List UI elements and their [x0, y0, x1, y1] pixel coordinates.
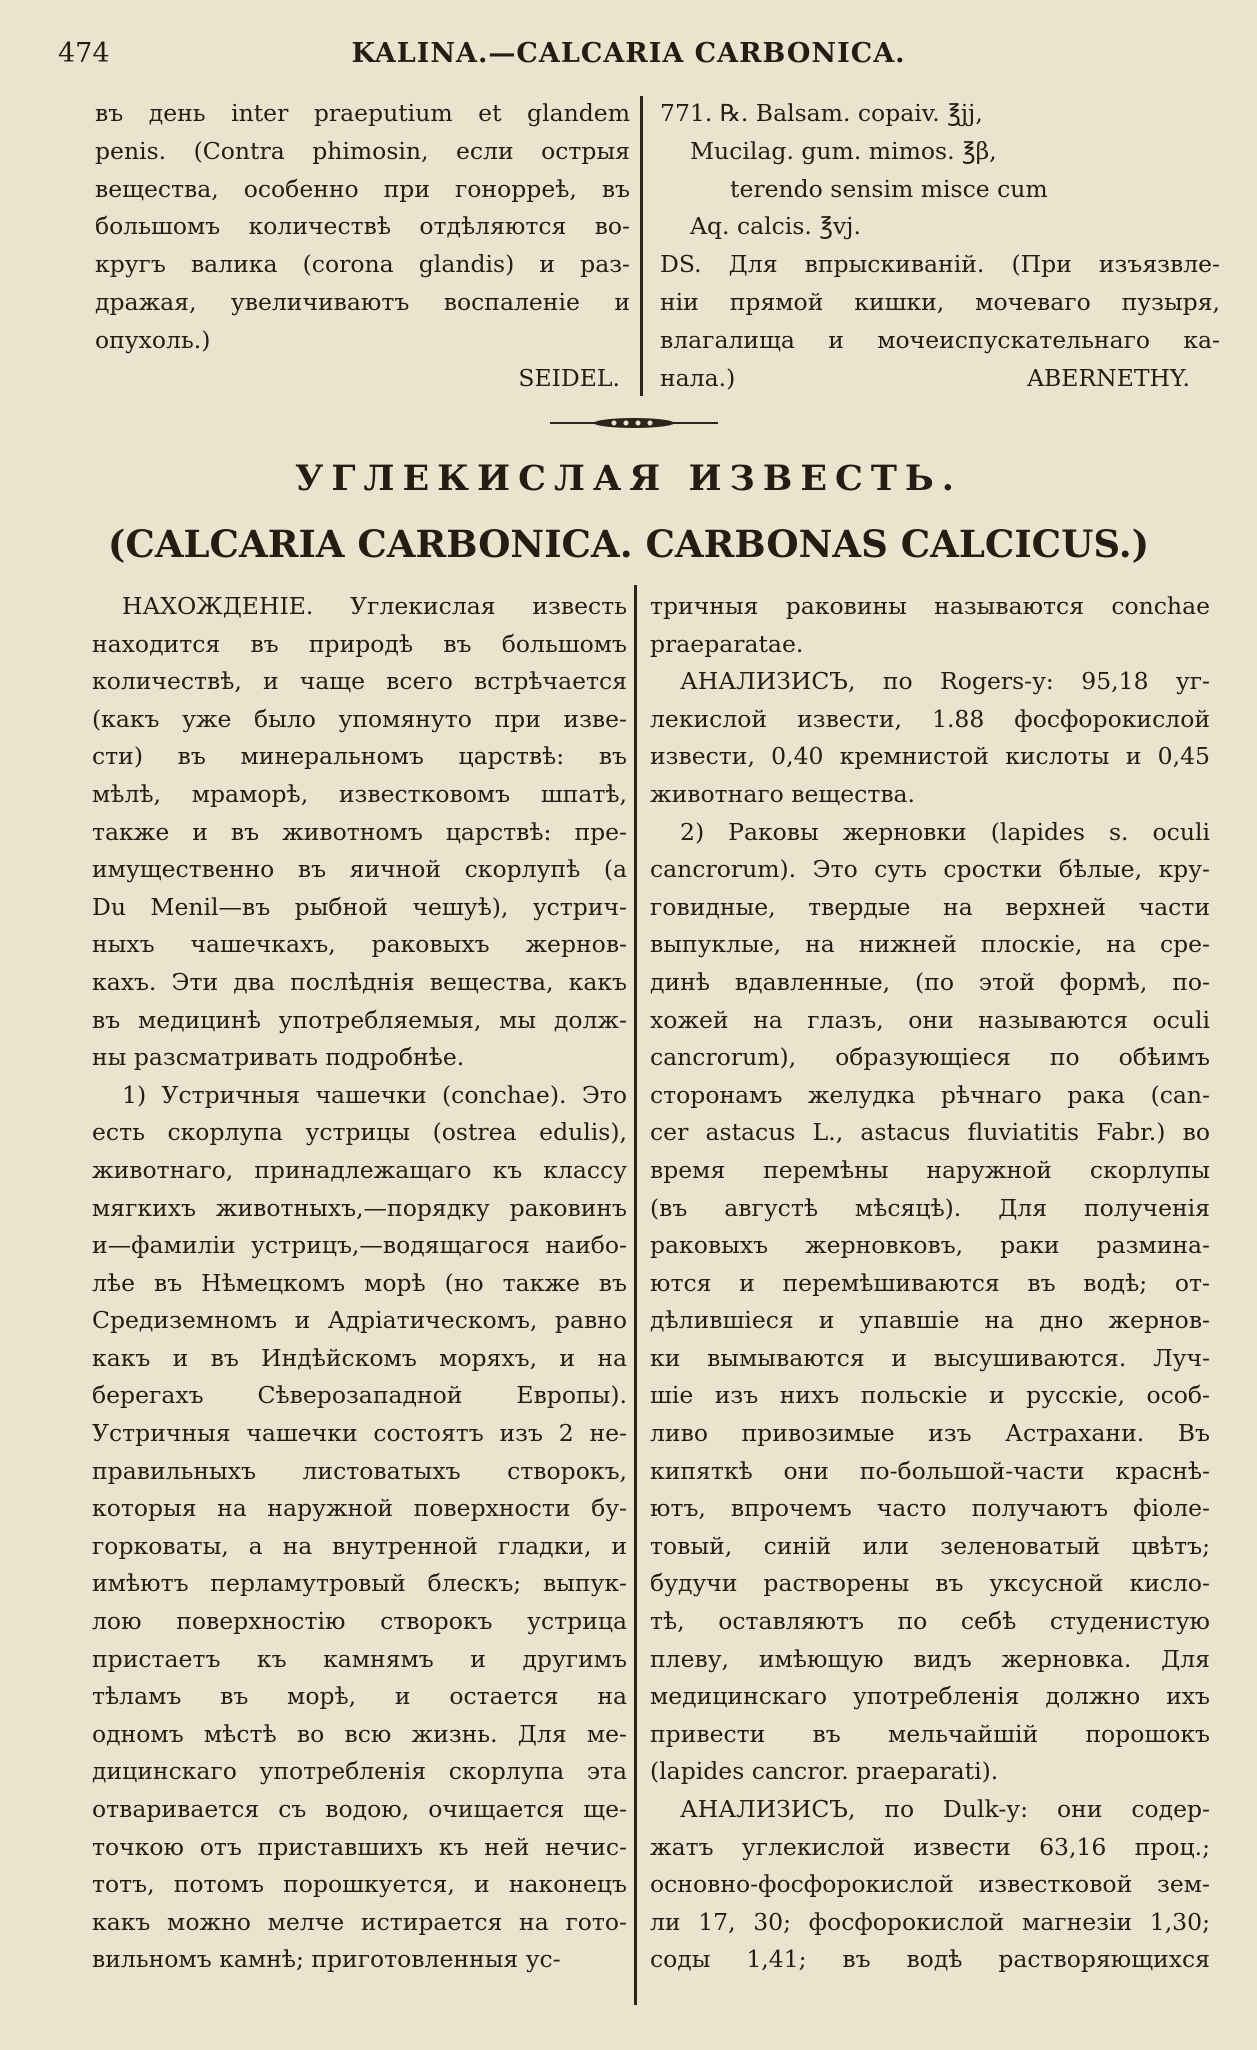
text-line: будучи растворены въ уксусной кисло-	[650, 1569, 1210, 1598]
text-line: cancrorum). Это суть сростки бѣлые, кру-	[650, 855, 1210, 884]
text-line: мѣлѣ, мраморѣ, известковомъ шпатѣ,	[92, 779, 627, 808]
text-line: cancrorum), образующіеся по обѣимъ	[650, 1043, 1210, 1072]
top-right-block	[660, 95, 1220, 397]
text-line: (въ августѣ мѣсяцѣ). Для полученія	[650, 1193, 1210, 1222]
text-line: penis. (Contra phimosin, если острыя	[95, 136, 630, 165]
text-line: тотъ, потомъ порошкуется, и наконецъ	[92, 1870, 627, 1899]
right-column	[650, 588, 1210, 1979]
text-line: АНАЛИЗИСЪ, по Rogers-у: 95,18 уг-	[680, 667, 1210, 696]
text-line: точкою отъ приставшихъ къ ней нечис-	[92, 1832, 627, 1861]
text-line: terendo sensim misce cum	[730, 174, 1048, 203]
text-line: ются и перемѣшиваются въ водѣ; от-	[650, 1268, 1210, 1297]
text-line: DS. Для впрыскиваній. (При изъязвле-	[660, 250, 1220, 279]
signature: SEIDEL.	[518, 363, 620, 392]
text-line: Устричныя чашечки состоятъ изъ 2 не-	[92, 1419, 627, 1448]
text-line: жатъ углекислой извести 63,16 проц.;	[650, 1832, 1210, 1861]
top-left-block	[95, 95, 630, 397]
text-line: говидные, твердые на верхней части	[650, 892, 1210, 921]
text-line: мягкихъ животныхъ,—порядку раковинъ	[92, 1193, 627, 1222]
text-line: НАХОЖДЕНІЕ. Углекислая известь	[122, 592, 627, 620]
running-title: KALINA.—CALCARIA CARBONICA.	[351, 38, 906, 69]
text-line: одномъ мѣстѣ во всю жизнь. Для ме-	[92, 1719, 627, 1748]
text-line: основно-фосфорокислой известковой зем-	[650, 1870, 1210, 1899]
text-line: Mucilag. gum. mimos. ℥β,	[690, 136, 997, 165]
text-line: отваривается съ водою, очищается ще-	[92, 1795, 627, 1823]
text-line: ютъ, впрочемъ часто получаютъ фіоле-	[650, 1494, 1210, 1523]
text-line: какъ можно мелче истирается на гото-	[92, 1907, 627, 1936]
text-line: вещества, особенно при гонорреѣ, въ	[95, 174, 630, 203]
text-line: имѣютъ перламутровый блескъ; выпук-	[92, 1569, 627, 1598]
text-line: дражая, увеличиваютъ воспаленіе и	[95, 287, 630, 316]
text-line: извести, 0,40 кремнистой кислоты и 0,45	[650, 742, 1210, 771]
text-line: количествѣ, и чаще всего встрѣчается	[92, 667, 627, 696]
text-line: есть скорлупа устрицы (ostrea edulis),	[92, 1118, 627, 1147]
text-line: ныхъ чашечкахъ, раковыхъ жернов-	[92, 930, 627, 959]
page-number: 474	[58, 38, 110, 69]
ornament-divider	[550, 415, 718, 431]
text-line: товый, синій или зеленоватый цвѣтъ;	[650, 1531, 1210, 1560]
text-line: praeparatae.	[650, 629, 804, 658]
text-line: сти) въ минеральномъ царствѣ: въ	[92, 742, 627, 771]
text-line: лою поверхностію створокъ устрица	[92, 1607, 627, 1636]
text-line: тричныя раковины называются conchae	[650, 592, 1210, 620]
top-column-divider	[640, 96, 643, 396]
text-line: тѣламъ въ морѣ, и остается на	[92, 1682, 627, 1711]
text-line: какъ и въ Индѣйскомъ моряхъ, и на	[92, 1343, 627, 1372]
signature: ABERNETHY.	[1027, 363, 1190, 392]
text-line: cer astacus L., astacus fluviatitis Fabr.) во	[650, 1118, 1210, 1147]
text-line: ки вымываются и высушиваются. Луч-	[650, 1343, 1210, 1372]
text-line: и—фамиліи устрицъ,—водящагося наибо-	[92, 1231, 627, 1260]
text-line: ли 17, 30; фосфорокислой магнезіи 1,30;	[650, 1907, 1210, 1936]
text-line: кругъ валика (corona glandis) и раз-	[95, 250, 630, 279]
text-line: кахъ. Эти два послѣднія вещества, какъ	[92, 967, 627, 996]
main-column-divider	[634, 585, 637, 2005]
text-line: которыя на наружной поверхности бу-	[92, 1494, 627, 1523]
text-line: дицинскаго употребленія скорлупа эта	[92, 1757, 627, 1786]
recipe-number-line: 771. ℞. Balsam. copaiv. ℥jj,	[660, 99, 983, 127]
text-line: хожей на глазъ, они называются oculi	[650, 1005, 1210, 1034]
text-line: животнаго, принадлежащаго къ классу	[92, 1155, 627, 1184]
text-line: лѣе въ Нѣмецкомъ морѣ (но также въ	[92, 1268, 627, 1297]
text-line: ны разсматривать подробнѣе.	[92, 1043, 465, 1072]
text-line: Aq. calcis. ℥vj.	[690, 212, 861, 241]
text-line: ніи прямой кишки, мочеваго пузыря,	[660, 287, 1220, 316]
text-line: въ день inter praeputium et glandem	[95, 99, 630, 127]
text-line: плеву, имѣющую видъ жерновка. Для	[650, 1644, 1210, 1673]
text-line: нала.)	[660, 363, 736, 392]
text-line: животнаго вещества.	[650, 779, 916, 808]
text-line: (какъ уже было упомянуто при изве-	[92, 704, 627, 733]
text-line: время перемѣны наружной скорлупы	[650, 1155, 1210, 1184]
text-line: медицинскаго употребленія должно ихъ	[650, 1682, 1210, 1711]
text-line: правильныхъ листоватыхъ створокъ,	[92, 1456, 627, 1485]
text-line: сторонамъ желудка рѣчнаго рака (can-	[650, 1080, 1210, 1109]
article-subtitle: (CALCARIA CARBONICA. CARBONAS CALCICUS.)	[107, 522, 1150, 566]
text-line: также и въ животномъ царствѣ: пре-	[92, 817, 627, 846]
text-line: тѣ, оставляютъ по себѣ студенистую	[650, 1607, 1210, 1636]
text-line: ливо привозимые изъ Астрахани. Въ	[650, 1419, 1210, 1448]
text-line: лекислой извести, 1.88 фосфорокислой	[650, 704, 1210, 733]
text-line: кипяткѣ они по-большой-части краснѣ-	[650, 1456, 1210, 1485]
text-line: вильномъ камнѣ; приготовленныя ус-	[92, 1945, 561, 1974]
text-line: Du Menil—въ рыбной чешуѣ), устрич-	[92, 892, 627, 921]
text-line: Средиземномъ и Адріатическомъ, равно	[92, 1306, 627, 1335]
signature-line	[660, 360, 1220, 398]
text-line: динѣ вдавленные, (по этой формѣ, по-	[650, 967, 1210, 996]
text-line: шіе изъ нихъ польскіе и русскіе, особ-	[650, 1381, 1210, 1410]
text-line: берегахъ Сѣверозападной Европы).	[92, 1381, 627, 1410]
text-line: привести въ мельчайшій порошокъ	[650, 1719, 1210, 1748]
text-line: находится въ природѣ въ большомъ	[92, 629, 627, 658]
text-line: (lapides cancror. praeparati).	[650, 1757, 999, 1786]
text-line: дѣлившіеся и упавшіе на дно жернов-	[650, 1306, 1210, 1335]
text-line: горковаты, а на внутренной гладки, и	[92, 1531, 627, 1560]
text-line: большомъ количествѣ отдѣляются во-	[95, 212, 630, 241]
left-column	[92, 588, 627, 1979]
text-line: имущественно въ яичной скорлупѣ (а	[92, 855, 627, 884]
text-line: АНАЛИЗИСЪ, по Dulk-у: они содер-	[680, 1795, 1210, 1823]
text-line: опухоль.)	[95, 325, 211, 354]
text-line: соды 1,41; въ водѣ растворяющихся	[650, 1945, 1210, 1974]
text-line: влагалища и мочеиспускательнаго ка-	[660, 325, 1220, 354]
text-line: 2) Раковы жерновки (lapides s. oculi	[680, 817, 1210, 846]
text-line: выпуклые, на нижней плоскіе, на сре-	[650, 930, 1210, 959]
text-line: въ медицинѣ употребляемыя, мы долж-	[92, 1005, 627, 1034]
text-line: раковыхъ жерновковъ, раки размина-	[650, 1231, 1210, 1260]
text-line: 1) Устричныя чашечки (conchae). Это	[122, 1080, 627, 1109]
text-line: пристаетъ къ камнямъ и другимъ	[92, 1644, 627, 1673]
article-title: УГЛЕКИСЛАЯ ИЗВЕСТЬ.	[294, 458, 962, 499]
